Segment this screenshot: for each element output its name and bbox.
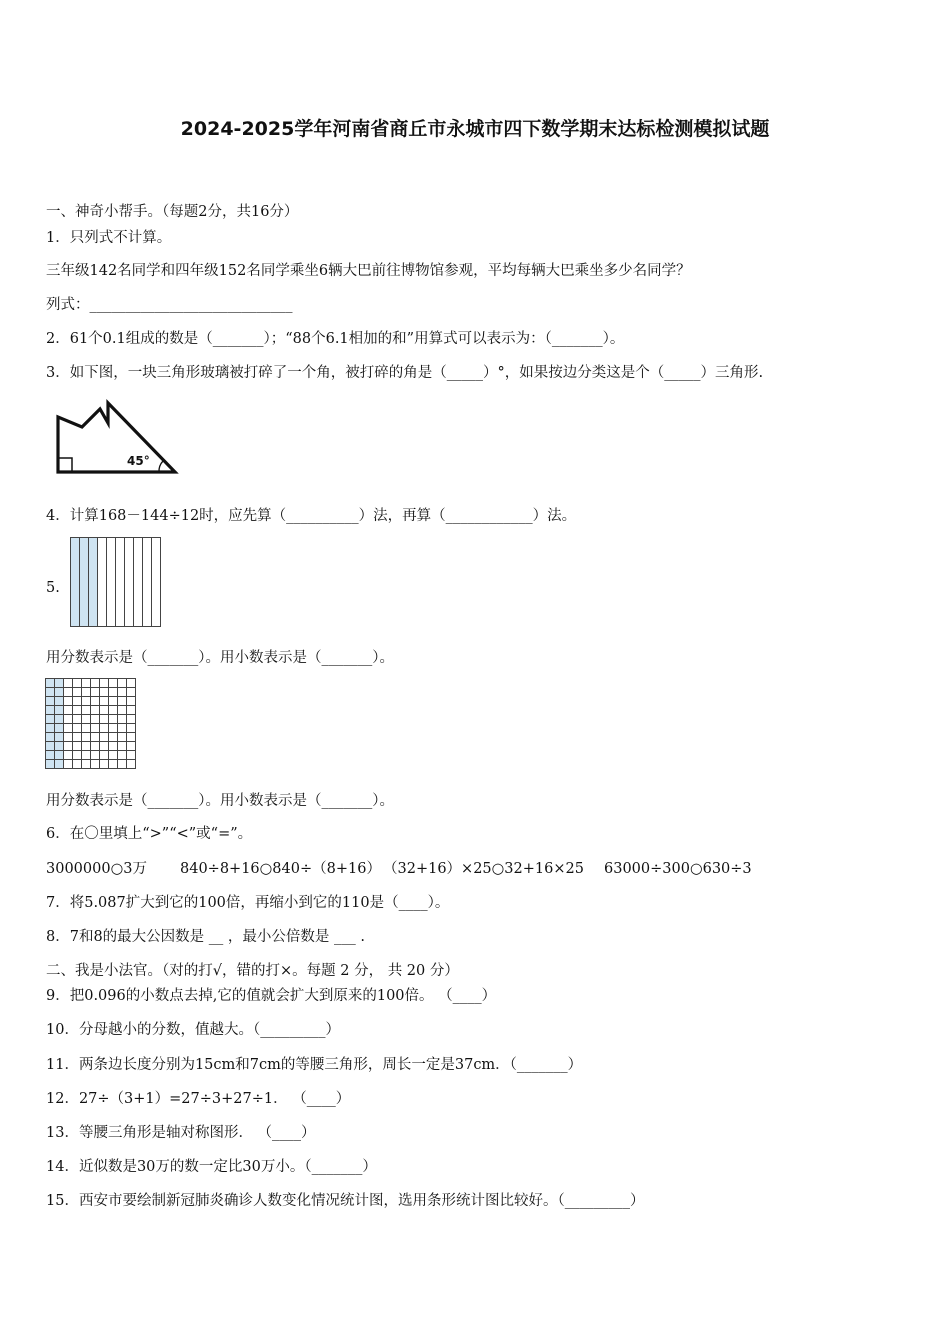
question-10: 10．分母越小的分数，值越大。（_________） [46, 1022, 340, 1038]
question-13: 13．等腰三角形是轴对称图形． （____） [46, 1125, 316, 1141]
broken-triangle-figure [50, 395, 182, 479]
question-5-line-1: 用分数表示是（_______）。用小数表示是（_______）。 [46, 650, 394, 666]
question-14: 14．近似数是30万的数一定比30万小。（_______） [46, 1159, 377, 1175]
angle-arc [159, 461, 163, 472]
question-4: 4．计算168－144÷12时，应先算（__________）法，再算（____________）法。 [46, 508, 577, 524]
question-15: 15．西安市要绘制新冠肺炎确诊人数变化情况统计图，选用条形统计图比较好。（_________） [46, 1193, 645, 1209]
question-1-answer-line: 列式：____________________________ [46, 297, 293, 313]
question-11: 11．两条边长度分别为15cm和7cm的等腰三角形，周长一定是37cm．（_______） [46, 1057, 583, 1073]
question-3: 3．如下图，一块三角形玻璃被打碎了一个角，被打碎的角是（_____）°，如果按边分类这是个（_____）三角形. [46, 365, 764, 381]
question-2: 2．61个0.1组成的数是（_______）；“88个6.1相加的和”用算式可以表示为：（_______）。 [46, 331, 625, 347]
shaded-strips [71, 538, 98, 627]
question-12: 12．27÷（3+1）=27÷3+27÷1． （____） [46, 1091, 351, 1107]
page-title: 2024-2025学年河南省商丘市永城市四下数学期末达标检测模拟试题 [180, 118, 770, 140]
question-8: 8．7和8的最大公因数是 __ ，最小公倍数是 ___ . [46, 929, 365, 945]
angle-label: 45° [127, 454, 150, 468]
question-6-item-4: 63000÷300○630÷3 [604, 861, 752, 877]
question-6-item-1: 3000000○3万 [46, 861, 147, 877]
section-2-heading: 二、我是小法官。（对的打√，错的打×。每题 2 分， 共 20 分） [46, 963, 459, 979]
question-9: 9．把0.096的小数点去掉,它的值就会扩大到原来的100倍。 （____） [46, 988, 497, 1004]
question-6-item-3: （32+16）×25○32+16×25 [383, 861, 584, 877]
question-7: 7．将5.087扩大到它的100倍，再缩小到它的110是（____）。 [46, 895, 450, 911]
question-5-line-2: 用分数表示是（_______）。用小数表示是（_______）。 [46, 793, 394, 809]
question-6-item-2: 840÷8+16○840÷（8+16） [180, 861, 381, 877]
triangle-outline [58, 403, 175, 472]
question-1-stem: 1．只列式不计算。 [46, 230, 172, 246]
question-5-number: 5. [46, 580, 60, 596]
grid-fraction-model [45, 678, 137, 770]
section-1-heading: 一、神奇小帮手。（每题2分，共16分） [46, 204, 299, 220]
question-6-stem: 6．在〇里填上“>”“<”或“=”。 [46, 826, 253, 842]
right-angle-mark [58, 458, 72, 472]
question-1-text: 三年级142名同学和四年级152名同学乘坐6辆大巴前往博物馆参观，平均每辆大巴乘坐多少名同学？ [46, 263, 691, 279]
strip-fraction-model [70, 537, 162, 627]
